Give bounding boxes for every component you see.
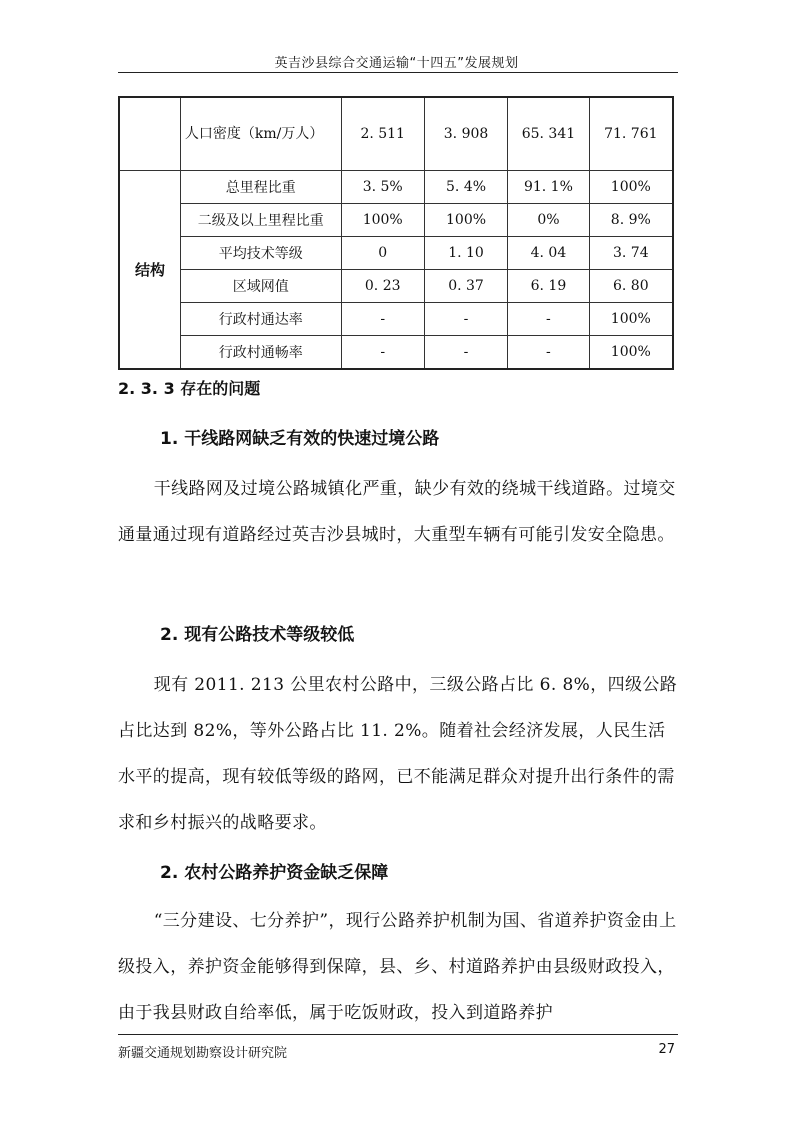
value-cell: 91. 1% — [508, 171, 589, 204]
value-cell: - — [508, 336, 589, 370]
value-cell: - — [424, 336, 507, 370]
section-heading: 2. 3. 3 存在的问题 — [118, 379, 261, 398]
value-cell: 0% — [508, 204, 589, 237]
value-cell: 3. 74 — [589, 237, 673, 270]
value-cell: 100% — [589, 171, 673, 204]
header-divider — [118, 72, 678, 73]
value-cell: 6. 80 — [589, 270, 673, 303]
indicator-cell — [180, 97, 341, 171]
issue-2-paragraph — [118, 662, 678, 846]
category-cell-structure: 结构 — [119, 171, 180, 370]
page-number: 27 — [658, 1042, 675, 1057]
value-cell: 0. 23 — [341, 270, 424, 303]
indicator-cell: 区域网值 — [180, 270, 341, 303]
value-cell: - — [424, 303, 507, 336]
value-cell: 65. 341 — [508, 97, 589, 171]
indicator-cell: 平均技术等级 — [180, 237, 341, 270]
indicator-cell: 行政村通达率 — [180, 303, 341, 336]
issue-1-paragraph — [118, 466, 678, 558]
issue-3-paragraph — [118, 898, 678, 1036]
indicator-label: 人口密度（km/万人） — [184, 126, 324, 142]
issue-1-text: 干线路网及过境公路城镇化严重，缺少有效的绕城干线道路。过境交通量通过现有道路经过英吉沙县城时，大重型车辆有可能引发安全隐患。 — [118, 479, 676, 545]
indicator-cell: 行政村通畅率 — [180, 336, 341, 370]
statistics-table — [118, 96, 674, 370]
value-cell: 0 — [341, 237, 424, 270]
value-cell: 100% — [589, 303, 673, 336]
value-cell: 8. 9% — [589, 204, 673, 237]
value-cell: 100% — [589, 336, 673, 370]
value-cell: 3. 5% — [341, 171, 424, 204]
issue-1-heading: 1. 干线路网缺乏有效的快速过境公路 — [160, 429, 440, 449]
issue-2-heading: 2. 现有公路技术等级较低 — [160, 625, 355, 645]
value-cell: 100% — [341, 204, 424, 237]
value-cell: - — [341, 303, 424, 336]
table-row — [119, 336, 673, 370]
category-cell-empty — [119, 97, 180, 171]
value-cell: 0. 37 — [424, 270, 507, 303]
table-row — [119, 171, 673, 204]
footer-organization: 新疆交通规划勘察设计研究院 — [118, 1046, 288, 1061]
footer-divider — [118, 1034, 678, 1035]
indicator-cell: 二级及以上里程比重 — [180, 204, 341, 237]
issue-2-text: 现有 2011. 213 公里农村公路中，三级公路占比 6. 8%，四级公路占比达到 82%，等外公路占比 11. 2%。随着社会经济发展，人民生活水平的提高，现有较低等级的路网，已不能满足群众对提升出行条件的需求和乡村振兴的战略要求。 — [118, 675, 678, 833]
table-row — [119, 270, 673, 303]
value-cell: 4. 04 — [508, 237, 589, 270]
value-cell: 1. 10 — [424, 237, 507, 270]
value-cell: 2. 511 — [341, 97, 424, 171]
value-cell: - — [508, 303, 589, 336]
value-cell: 3. 908 — [424, 97, 507, 171]
indicator-cell: 总里程比重 — [180, 171, 341, 204]
table-row — [119, 237, 673, 270]
issue-3-heading: 2. 农村公路养护资金缺乏保障 — [160, 863, 389, 883]
table-row — [119, 204, 673, 237]
table-row — [119, 303, 673, 336]
value-cell: 6. 19 — [508, 270, 589, 303]
issue-3-text: “三分建设、七分养护”，现行公路养护机制为国、省道养护资金由上级投入，养护资金能够得到保障，县、乡、村道路养护由县级财政投入，由于我县财政自给率低，属于吃饭财政，投入到道路养护 — [118, 911, 677, 1023]
value-cell: 5. 4% — [424, 171, 507, 204]
value-cell: 71. 761 — [589, 97, 673, 171]
value-cell: - — [341, 336, 424, 370]
page-header-title: 英吉沙县综合交通运输“十四五”发展规划 — [274, 56, 519, 71]
value-cell: 100% — [424, 204, 507, 237]
table-row — [119, 97, 673, 171]
